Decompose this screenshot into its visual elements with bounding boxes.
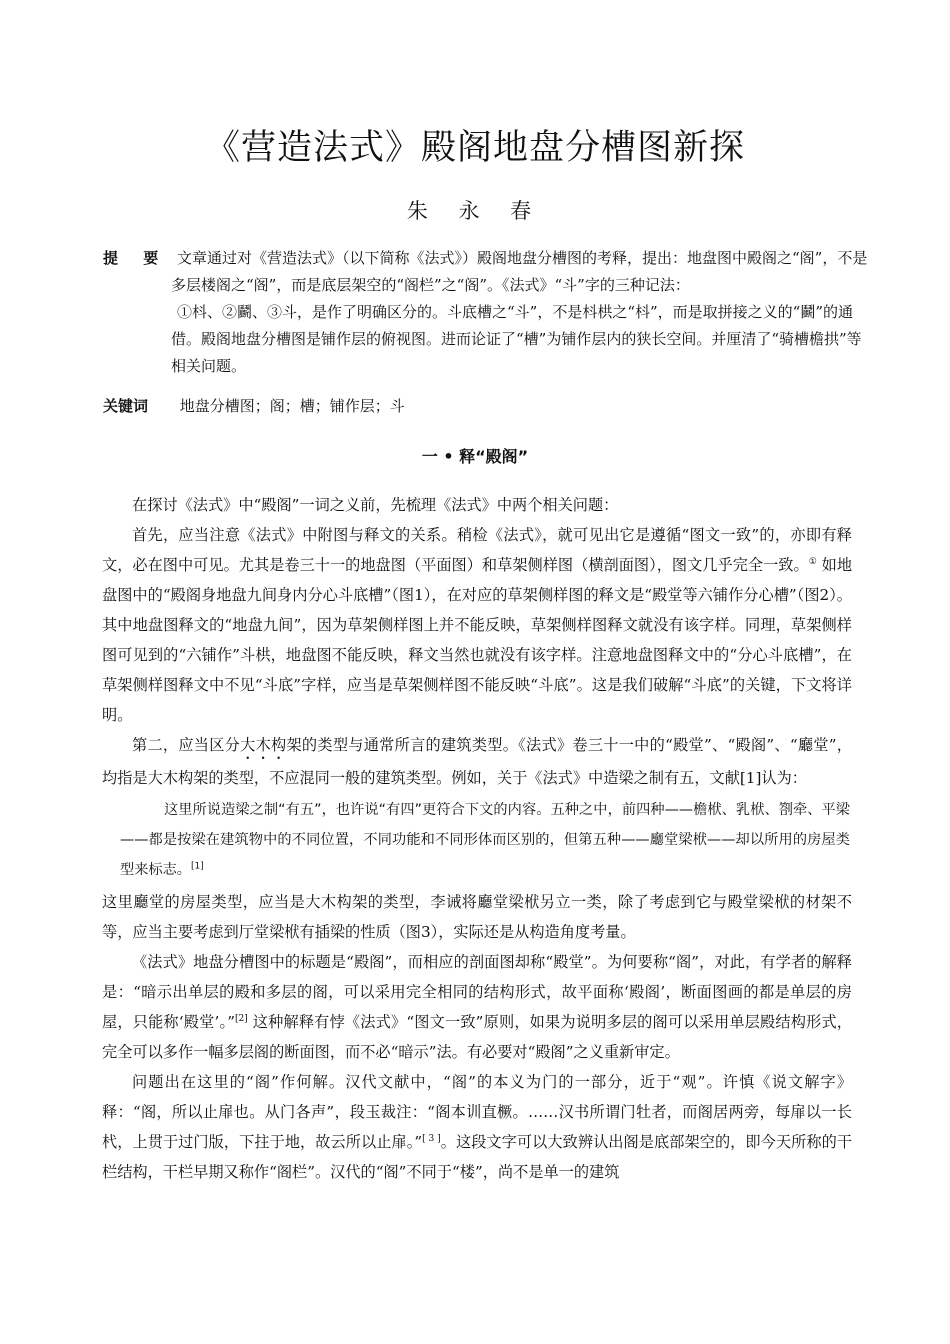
paragraph-6-part-b: 。这段文字可以大致辨认出阁是底部架空的，即今天所称的干栏结构，干栏早期又称作“阁栏”。汉代的“阁”不同于“楼”，尚不是单一的建筑 <box>102 1133 852 1181</box>
paragraph-6-part-a: 问题出在这里的“阁”作何解。汉代文献中，“阁”的本义为门的一部分，近于“观”。许慎《说文解字》释：“阁，所以止扉也。从门各声”，段玉裁注：“阁本训直橛。……汉书所谓门牡者，而阁居两旁，每扉以一长杙，上贯于过门版，下拄于地，故云所以止扉。” <box>102 1073 852 1151</box>
quote-text: 这里所说造梁之制“有五”，也许说“有四”更符合下文的内容。五种之中，前四种——檐栿、乳栿、劄牵、平梁——都是按梁在建筑物中的不同位置，不同功能和不同形体而区别的，但第五种——廳堂梁栿——却以所用的房屋类型来标志。 <box>120 802 850 878</box>
paragraph-1: 在探讨《法式》中“殿阁”一词之义前，先梳理《法式》中两个相关问题： <box>132 496 619 514</box>
author-name: 朱 永 春 <box>406 199 544 223</box>
paragraph-3-part-b: 架的类型与通常所言的建筑类型。《法式》卷三十一中的“殿堂”、“殿阁”、“廳堂”，均指是大木构架的类型，不应混同一般的建筑类型。例如，关于《法式》中造梁之制有五，文献[1]认为： <box>102 736 852 787</box>
paper-title: 《营造法式》殿阁地盘分槽图新探 <box>204 128 745 168</box>
block-quote <box>102 795 852 885</box>
body-text <box>102 490 852 1187</box>
citation-1: [1] <box>190 861 204 872</box>
paragraph-6 <box>102 1067 852 1187</box>
paragraph-3-part-a: 第二，应当区分 <box>132 736 241 754</box>
abstract-label: 提 要 <box>103 249 169 267</box>
abstract-text: 文章通过对《营造法式》（以下简称《法式》）殿阁地盘分槽图的考释，提出：地盘图中殿阁之“阁”，不是多层楼阁之“阁”，而是底层架空的“阁栏”之“阁”。《法式》“斗”字的三种记法： <box>171 249 868 294</box>
paragraph-3 <box>102 730 852 793</box>
citation-3: [ 3 ] <box>422 1133 441 1144</box>
abstract <box>103 245 873 380</box>
paragraph-2-part-a: 首先，应当注意《法式》中附图与释文的关系。稍检《法式》，就可见出它是遵循“图文一致”的，亦即有释文，必在图中可见。尤其是卷三十一的地盘图（平面图）和草架侧样图（横剖面图），图文几乎完全一致。 <box>102 526 852 574</box>
paragraph-4: 这里廳堂的房屋类型，应当是大木构架的类型，李诫将廳堂梁栿另立一类，除了考虑到它与殿堂梁栿的材架不等，应当主要考虑到厅堂梁栿有插梁的性质（图3），实际还是从构造角度考量。 <box>102 893 852 941</box>
citation-2: [2] <box>235 1013 248 1024</box>
footnote-marker-1: ① <box>808 556 817 567</box>
paragraph-5-part-a: 《法式》地盘分槽图中的标题是“殿阁”，而相应的剖面图却称“殿堂”。为何要称“阁”，对此，有学者的解释是：“暗示出单层的殿和多层的阁，可以采用完全相同的结构形式，故平面称‘殿阁’，断面图画的都是单层的房屋，只能称‘殿堂’。” <box>102 953 852 1031</box>
paragraph-2-part-b: 如地盘图中的“殿阁身地盘九间身内分心斗底槽”（图1），在对应的草架侧样图的释文是“殿堂等六铺作分心槽”（图2）。其中地盘图释文的“地盘九间”，因为草架侧样图上并不能反映，草架侧样图释文就没有该字样。同理，草架侧样图可见到的“六铺作”斗栱，地盘图不能反映，释文当然也就没有该字样。注意地盘图释文中的“分心斗底槽”，在草架侧样图释文中不见“斗底”字样，应当是草架侧样图不能反映“斗底”。这是我们破解“斗底”的关键，下文将详明。 <box>102 556 853 724</box>
keywords-text: 地盘分槽图；阁；槽；铺作层；斗 <box>179 397 405 415</box>
paragraph-5-part-b: 这种解释有悖《法式》“图文一致”原则，如果为说明多层的阁可以采用单层殿结构形式，完全可以多作一幅多层阁的断面图，而不必“暗示”法。有必要对“殿阁”之义重新审定。 <box>102 1013 852 1061</box>
keywords <box>103 394 405 418</box>
section-heading: 一 • 释“殿阁” <box>421 447 529 466</box>
abstract-text-2: ①枓、②鬬、③斗，是作了明确区分的。斗底槽之“斗”，不是枓栱之“枓”，而是取拼接之义的“鬬”的通借。殿阁地盘分槽图是铺作层的俯视图。进而论证了“槽”为铺作层内的狭长空间。并厘清了“骑槽檐拱”等相关问题。 <box>171 303 862 375</box>
emphasis-text: 大木构 <box>240 736 287 754</box>
paragraph-5 <box>102 947 852 1067</box>
keywords-label: 关键词 <box>103 397 149 415</box>
paragraph-2 <box>102 520 852 730</box>
